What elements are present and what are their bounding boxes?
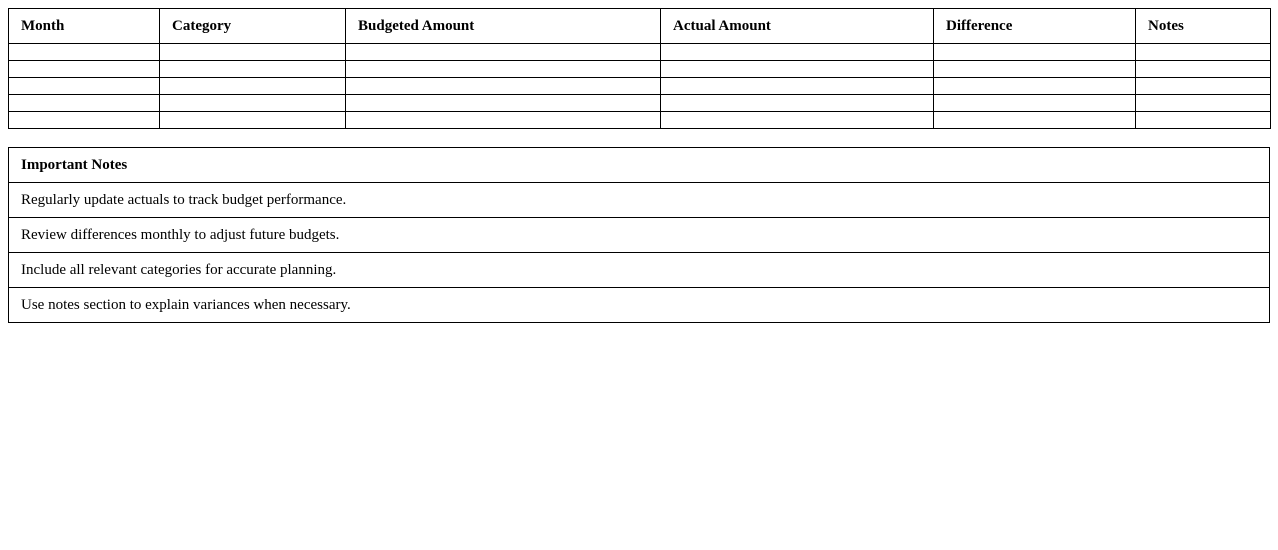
table-cell bbox=[1136, 61, 1271, 78]
table-row bbox=[9, 95, 1271, 112]
table-cell bbox=[661, 78, 934, 95]
column-header-month: Month bbox=[9, 9, 160, 44]
table-cell bbox=[346, 95, 661, 112]
table-cell bbox=[346, 44, 661, 61]
list-item bbox=[9, 253, 1270, 288]
table-cell bbox=[934, 61, 1136, 78]
note-text: Regularly update actuals to track budget performance. bbox=[9, 183, 1270, 218]
table-cell bbox=[1136, 44, 1271, 61]
table-cell bbox=[9, 95, 160, 112]
table-cell bbox=[160, 44, 346, 61]
table-cell bbox=[160, 61, 346, 78]
table-cell bbox=[9, 44, 160, 61]
notes-heading: Important Notes bbox=[9, 148, 1270, 183]
list-item bbox=[9, 288, 1270, 323]
table-cell bbox=[160, 112, 346, 129]
column-header-actual-amount: Actual Amount bbox=[661, 9, 934, 44]
table-row bbox=[9, 61, 1271, 78]
table-cell bbox=[934, 95, 1136, 112]
notes-header-row bbox=[9, 148, 1270, 183]
note-text: Include all relevant categories for accurate planning. bbox=[9, 253, 1270, 288]
important-notes-table bbox=[8, 147, 1270, 323]
budget-table bbox=[8, 8, 1271, 129]
table-cell bbox=[661, 44, 934, 61]
table-cell bbox=[934, 78, 1136, 95]
table-cell bbox=[9, 112, 160, 129]
list-item bbox=[9, 183, 1270, 218]
list-item bbox=[9, 218, 1270, 253]
table-cell bbox=[661, 61, 934, 78]
table-cell bbox=[1136, 95, 1271, 112]
column-header-budgeted-amount: Budgeted Amount bbox=[346, 9, 661, 44]
table-cell bbox=[934, 44, 1136, 61]
table-cell bbox=[160, 78, 346, 95]
document-body bbox=[8, 8, 1270, 323]
note-text: Use notes section to explain variances when necessary. bbox=[9, 288, 1270, 323]
note-text: Review differences monthly to adjust future budgets. bbox=[9, 218, 1270, 253]
table-cell bbox=[1136, 112, 1271, 129]
table-row bbox=[9, 44, 1271, 61]
table-cell bbox=[160, 95, 346, 112]
column-header-notes: Notes bbox=[1136, 9, 1271, 44]
table-cell bbox=[9, 61, 160, 78]
table-cell bbox=[346, 78, 661, 95]
table-cell bbox=[1136, 78, 1271, 95]
table-cell bbox=[934, 112, 1136, 129]
column-header-difference: Difference bbox=[934, 9, 1136, 44]
table-row bbox=[9, 78, 1271, 95]
table-cell bbox=[661, 95, 934, 112]
table-cell bbox=[346, 112, 661, 129]
budget-header-row bbox=[9, 9, 1271, 44]
table-cell bbox=[346, 61, 661, 78]
table-cell bbox=[9, 78, 160, 95]
table-cell bbox=[661, 112, 934, 129]
table-row bbox=[9, 112, 1271, 129]
column-header-category: Category bbox=[160, 9, 346, 44]
